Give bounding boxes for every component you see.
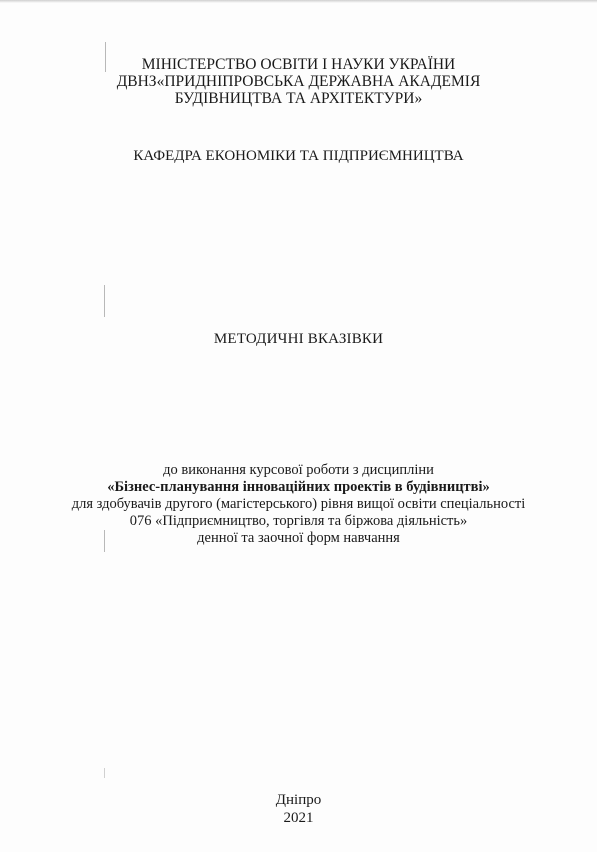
title-text: МЕТОДИЧНІ ВКАЗІВКИ [213,331,384,347]
scan-artifact [104,285,105,317]
document-title [0,331,597,348]
city: Дніпро [275,792,322,808]
department-name: КАФЕДРА ЕКОНОМІКИ ТА ПІДПРИЄМНИЦТВА [133,148,464,164]
department-header [0,148,597,165]
ministry-line: МІНІСТЕРСТВО ОСВІТИ І НАУКИ УКРАЇНИ [141,56,456,73]
institution-line: ДВНЗ«ПРИДНІПРОВСЬКА ДЕРЖАВНА АКАДЕМІЯ [116,73,481,90]
scan-artifact [104,768,105,778]
document-details [0,462,597,547]
course-name: «Бізнес-планування інноваційних проектів в будівництві» [107,479,490,495]
audience-line: для здобувачів другого (магістерського) рівня вищої освіти спеціальності [71,496,526,512]
year: 2021 [283,810,314,826]
document-footer [0,791,597,827]
study-form-line: денної та заочної форм навчання [197,530,400,546]
ministry-header [0,56,597,107]
purpose-line: до виконання курсової роботи з дисципліни [163,462,434,478]
institution-line-cont: БУДІВНИЦТВА ТА АРХІТЕКТУРИ» [174,90,423,107]
scan-top-edge [0,0,597,3]
specialty-line: 076 «Підприємництво, торгівля та біржова діяльність» [129,513,468,529]
